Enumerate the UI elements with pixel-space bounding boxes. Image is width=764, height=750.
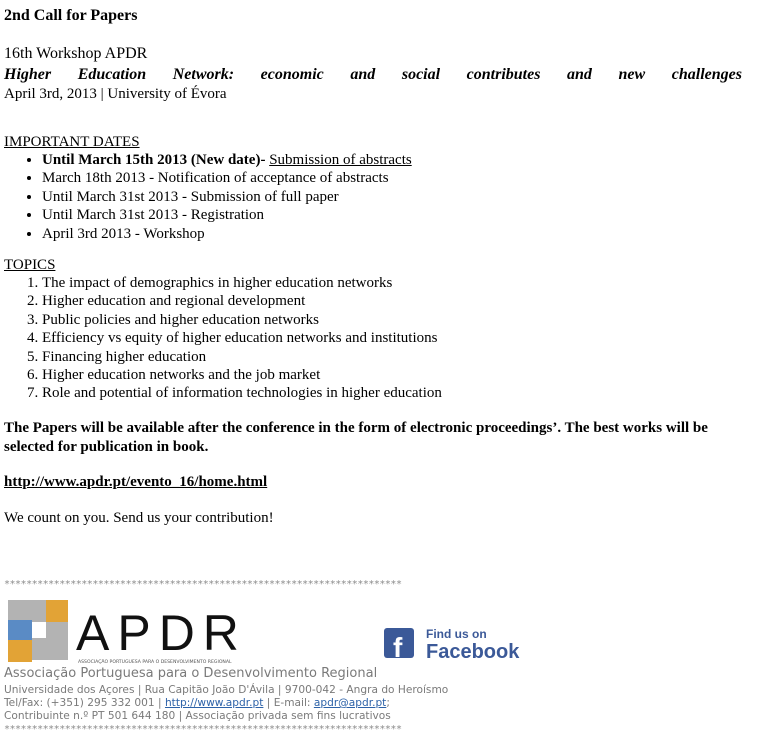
workshop-name: 16th Workshop APDR bbox=[4, 45, 148, 62]
facebook-find-text: Find us on bbox=[426, 627, 487, 641]
closing-text: We count on you. Send us your contribution! bbox=[4, 509, 274, 526]
email-link[interactable]: apdr@apdr.pt bbox=[313, 697, 387, 709]
org-contacts bbox=[4, 697, 390, 710]
date-item: • Until March 31st 2013 - Submission of full paper bbox=[42, 188, 760, 206]
date-item bbox=[42, 151, 760, 169]
org-address: Universidade dos Açores | Rua Capitão João D'Ávila | 9700-042 - Angra do Heroísmo bbox=[4, 684, 449, 696]
facebook-name-text: Facebook bbox=[426, 641, 520, 663]
tel-fax: Tel/Fax: (+351) 295 332 001 | bbox=[4, 697, 162, 709]
apdr-logo bbox=[8, 600, 304, 666]
date-item: • Until March 31st 2013 - Registration bbox=[42, 206, 760, 224]
email-suffix: ; bbox=[386, 697, 390, 709]
facebook-badge[interactable] bbox=[384, 624, 520, 663]
logo-subtitle: ASSOCIAÇÃO PORTUGUESA PARA O DESENVOLVIMENTO REGIONAL bbox=[78, 660, 232, 665]
date-place: April 3rd, 2013 | University of Évora bbox=[4, 86, 227, 102]
date-item-bold: Until March 15th 2013 (New date)- bbox=[42, 152, 266, 168]
workshop-theme: Higher Education Network: economic and social contributes and new challenges bbox=[4, 66, 742, 83]
topic-item: 7. Role and potential of information technologies in higher education bbox=[42, 384, 760, 402]
logo-block-white bbox=[32, 622, 46, 638]
logo-wordmark: APDR bbox=[76, 605, 247, 661]
org-contrib: Contribuinte n.º PT 501 644 180 | Associação privada sem fins lucrativos bbox=[4, 710, 391, 722]
separator-top: ************************************************************************ bbox=[4, 579, 402, 590]
topic-item: 1. The impact of demographics in higher education networks bbox=[42, 274, 760, 292]
topic-item: 3. Public policies and higher education networks bbox=[42, 311, 760, 329]
logo-block-orange-top bbox=[46, 600, 68, 622]
topic-item: 4. Efficiency vs equity of higher education networks and institutions bbox=[42, 329, 760, 347]
topic-item: 5. Financing higher education bbox=[42, 348, 760, 366]
website-link[interactable]: http://www.apdr.pt bbox=[164, 697, 264, 709]
org-name: Associação Portuguesa para o Desenvolvimento Regional bbox=[4, 666, 378, 681]
logo-block-blue bbox=[8, 620, 32, 640]
facebook-f-icon: f bbox=[393, 632, 403, 663]
submission-abstracts-link[interactable]: Submission of abstracts bbox=[269, 152, 412, 168]
page-title: 2nd Call for Papers bbox=[4, 7, 138, 24]
event-url-link[interactable]: http://www.apdr.pt/evento_16/home.html bbox=[4, 473, 268, 490]
date-item: • April 3rd 2013 - Workshop bbox=[42, 225, 760, 243]
topics-list bbox=[4, 274, 760, 403]
topic-item: 2. Higher education and regional development bbox=[42, 292, 760, 310]
separator-bottom: ************************************************************************ bbox=[4, 724, 402, 735]
logo-block-orange bbox=[8, 640, 32, 662]
email-label: | E-mail: bbox=[266, 697, 311, 709]
topics-heading: TOPICS bbox=[4, 257, 56, 274]
date-item: • March 18th 2013 - Notification of acceptance of abstracts bbox=[42, 169, 760, 187]
topic-item: 6. Higher education networks and the job market bbox=[42, 366, 760, 384]
important-dates-list bbox=[4, 151, 760, 243]
email-body bbox=[4, 0, 760, 527]
papers-note: The Papers will be available after the conference in the form of electronic proceedings’. The best works will be selected for publication in book. bbox=[4, 419, 708, 455]
important-dates-heading: IMPORTANT DATES bbox=[4, 134, 140, 150]
